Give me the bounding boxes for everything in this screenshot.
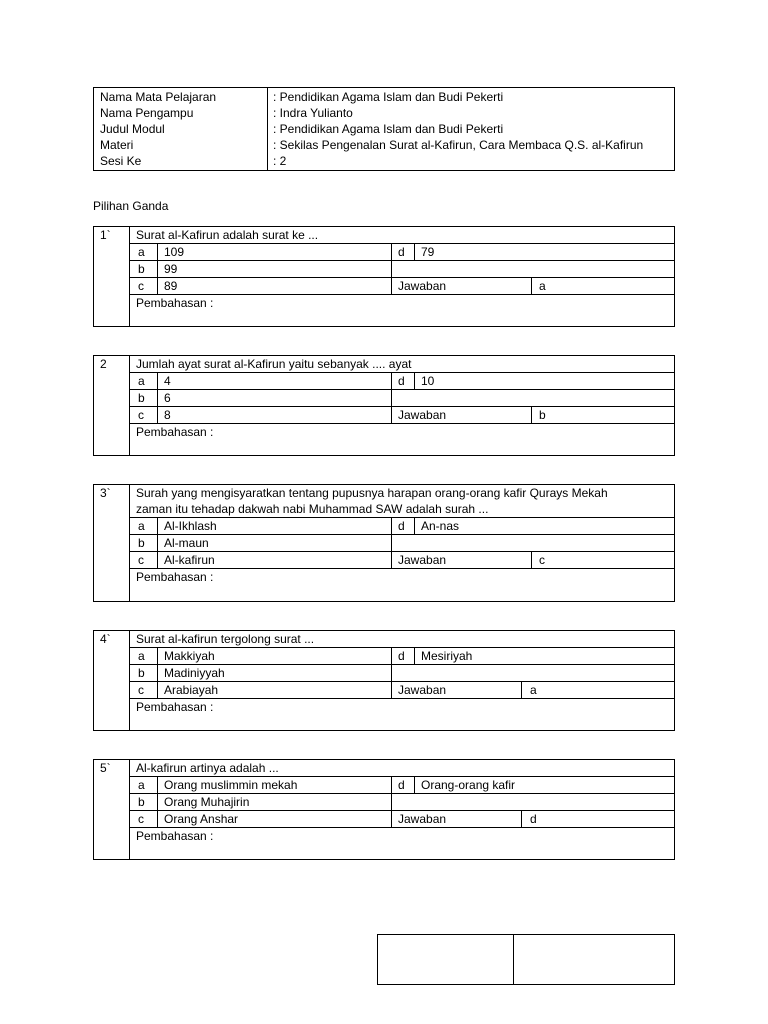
option-text-c: Orang Anshar bbox=[164, 812, 239, 826]
question-text: Surah yang mengisyaratkan tentang pupusnya harapan orang-orang kafir Qurays Mekah bbox=[136, 486, 608, 500]
option-text-d: An-nas bbox=[421, 519, 460, 533]
answer-value: a bbox=[530, 683, 537, 697]
header-value: : Pendidikan Agama Islam dan Budi Pekerti bbox=[273, 90, 504, 104]
option-letter-c: c bbox=[138, 812, 144, 826]
option-text-d: Mesiriyah bbox=[421, 649, 473, 663]
question-text: Surat al-Kafirun adalah surat ke ... bbox=[136, 228, 319, 242]
question-number: 3` bbox=[100, 486, 111, 500]
answer-value: d bbox=[530, 812, 537, 826]
header-label: Nama Pengampu bbox=[100, 106, 194, 120]
answer-value: a bbox=[539, 279, 546, 293]
option-text-b: Al-maun bbox=[164, 536, 209, 550]
answer-label: Jawaban bbox=[398, 812, 447, 826]
option-letter-b: b bbox=[138, 666, 145, 680]
option-letter-b: b bbox=[138, 262, 145, 276]
option-text-a: Orang muslimmin mekah bbox=[164, 778, 298, 792]
option-text-b: Madiniyyah bbox=[164, 666, 225, 680]
answer-value: b bbox=[539, 408, 546, 422]
discussion-label: Pembahasan : bbox=[136, 829, 214, 843]
option-letter-c: c bbox=[138, 408, 144, 422]
header-value: : Sekilas Pengenalan Surat al-Kafirun, Cara Membaca Q.S. al-Kafirun bbox=[273, 138, 644, 152]
answer-value: c bbox=[539, 553, 545, 567]
option-text-c: Arabiayah bbox=[164, 683, 219, 697]
answer-label: Jawaban bbox=[398, 683, 447, 697]
option-text-a: 4 bbox=[164, 374, 171, 388]
header-label: Materi bbox=[100, 138, 134, 152]
option-text-a: 109 bbox=[164, 245, 185, 259]
question-number: 1` bbox=[100, 228, 111, 242]
question-number: 2 bbox=[100, 357, 107, 371]
header-value: : 2 bbox=[273, 154, 287, 168]
option-letter-a: a bbox=[138, 245, 145, 259]
header-label: Judul Modul bbox=[100, 122, 165, 136]
header-value: : Indra Yulianto bbox=[273, 106, 353, 120]
section-title: Pilihan Ganda bbox=[93, 199, 169, 213]
header-value: : Pendidikan Agama Islam dan Budi Pekerti bbox=[273, 122, 504, 136]
option-letter-b: b bbox=[138, 795, 145, 809]
header-label: Sesi Ke bbox=[100, 154, 142, 168]
option-letter-b: b bbox=[138, 536, 145, 550]
option-text-b: 6 bbox=[164, 391, 171, 405]
option-letter-a: a bbox=[138, 778, 145, 792]
option-letter-a: a bbox=[138, 374, 145, 388]
option-text-d: 79 bbox=[421, 245, 435, 259]
option-letter-c: c bbox=[138, 553, 144, 567]
option-letter-d: d bbox=[398, 245, 405, 259]
option-text-c: 8 bbox=[164, 408, 171, 422]
header-label: Nama Mata Pelajaran bbox=[100, 90, 217, 104]
option-letter-c: c bbox=[138, 279, 144, 293]
option-letter-d: d bbox=[398, 519, 405, 533]
option-text-a: Al-Ikhlash bbox=[164, 519, 217, 533]
question-number: 5` bbox=[100, 761, 111, 775]
answer-label: Jawaban bbox=[398, 408, 447, 422]
option-text-b: 99 bbox=[164, 262, 178, 276]
discussion-label: Pembahasan : bbox=[136, 700, 214, 714]
option-text-d: Orang-orang kafir bbox=[421, 778, 516, 792]
answer-label: Jawaban bbox=[398, 553, 447, 567]
question-text: Surat al-kafirun tergolong surat ... bbox=[136, 632, 315, 646]
option-text-c: Al-kafirun bbox=[164, 553, 215, 567]
question-text: Al-kafirun artinya adalah ... bbox=[136, 761, 279, 775]
discussion-label: Pembahasan : bbox=[136, 425, 214, 439]
option-text-c: 89 bbox=[164, 279, 178, 293]
option-letter-d: d bbox=[398, 778, 405, 792]
option-text-d: 10 bbox=[421, 374, 435, 388]
option-letter-d: d bbox=[398, 649, 405, 663]
option-letter-a: a bbox=[138, 649, 145, 663]
option-text-a: Makkiyah bbox=[164, 649, 215, 663]
option-letter-c: c bbox=[138, 683, 144, 697]
option-letter-a: a bbox=[138, 519, 145, 533]
question-text: Jumlah ayat surat al-Kafirun yaitu sebanyak .... ayat bbox=[136, 357, 412, 371]
question-number: 4` bbox=[100, 632, 111, 646]
question-text: zaman itu tehadap dakwah nabi Muhammad SAW adalah surah ... bbox=[136, 502, 489, 516]
option-letter-d: d bbox=[398, 374, 405, 388]
discussion-label: Pembahasan : bbox=[136, 296, 214, 310]
discussion-label: Pembahasan : bbox=[136, 570, 214, 584]
answer-label: Jawaban bbox=[398, 279, 447, 293]
option-text-b: Orang Muhajirin bbox=[164, 795, 250, 809]
option-letter-b: b bbox=[138, 391, 145, 405]
